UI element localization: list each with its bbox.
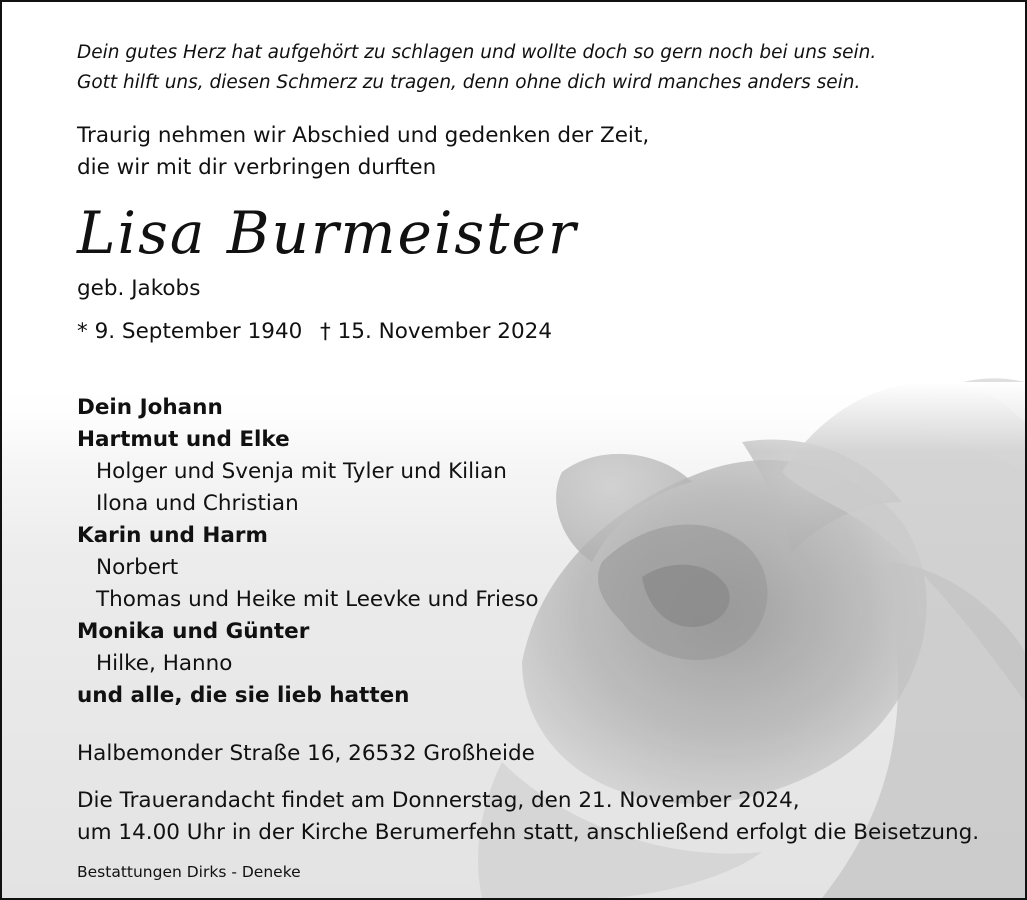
mourner-secondary: Ilona und Christian xyxy=(96,491,299,516)
deceased-name: Lisa Burmeister xyxy=(77,199,578,267)
death-date: † 15. November 2024 xyxy=(320,319,553,344)
birth-date: * 9. September 1940 xyxy=(77,319,303,344)
family-address: Halbemonder Straße 16, 26532 Großheide xyxy=(77,741,535,766)
maiden-name: geb. Jakobs xyxy=(77,276,201,301)
service-line: Die Trauerandacht findet am Donnerstag, den 21. November 2024, xyxy=(77,788,800,813)
mourner-secondary: Hilke, Hanno xyxy=(96,651,233,676)
service-line: um 14.00 Uhr in der Kirche Berumerfehn statt, anschließend erfolgt die Beisetzung. xyxy=(77,820,980,845)
mourner-primary: Dein Johann xyxy=(77,395,223,420)
funeral-home: Bestattungen Dirks - Deneke xyxy=(77,863,301,881)
verse-line: Gott hilft uns, diesen Schmerz zu tragen, denn ohne dich wird manches anders sein. xyxy=(77,72,861,93)
verse-line: Dein gutes Herz hat aufgehört zu schlagen und wollte doch so gern noch bei uns sein. xyxy=(77,42,877,63)
mourner-closing: und alle, die sie lieb hatten xyxy=(77,683,410,708)
mourner-primary: Karin und Harm xyxy=(77,523,268,548)
intro-line: Traurig nehmen wir Abschied und gedenken der Zeit, xyxy=(77,123,650,148)
mourner-secondary: Holger und Svenja mit Tyler und Kilian xyxy=(96,459,507,484)
intro-line: die wir mit dir verbringen durften xyxy=(77,155,437,180)
mourner-primary: Hartmut und Elke xyxy=(77,427,290,452)
notice-content xyxy=(2,2,1025,898)
mourner-secondary: Norbert xyxy=(96,555,179,580)
mourner-primary: Monika und Günter xyxy=(77,619,310,644)
mourner-secondary: Thomas und Heike mit Leevke und Frieso xyxy=(96,587,539,612)
